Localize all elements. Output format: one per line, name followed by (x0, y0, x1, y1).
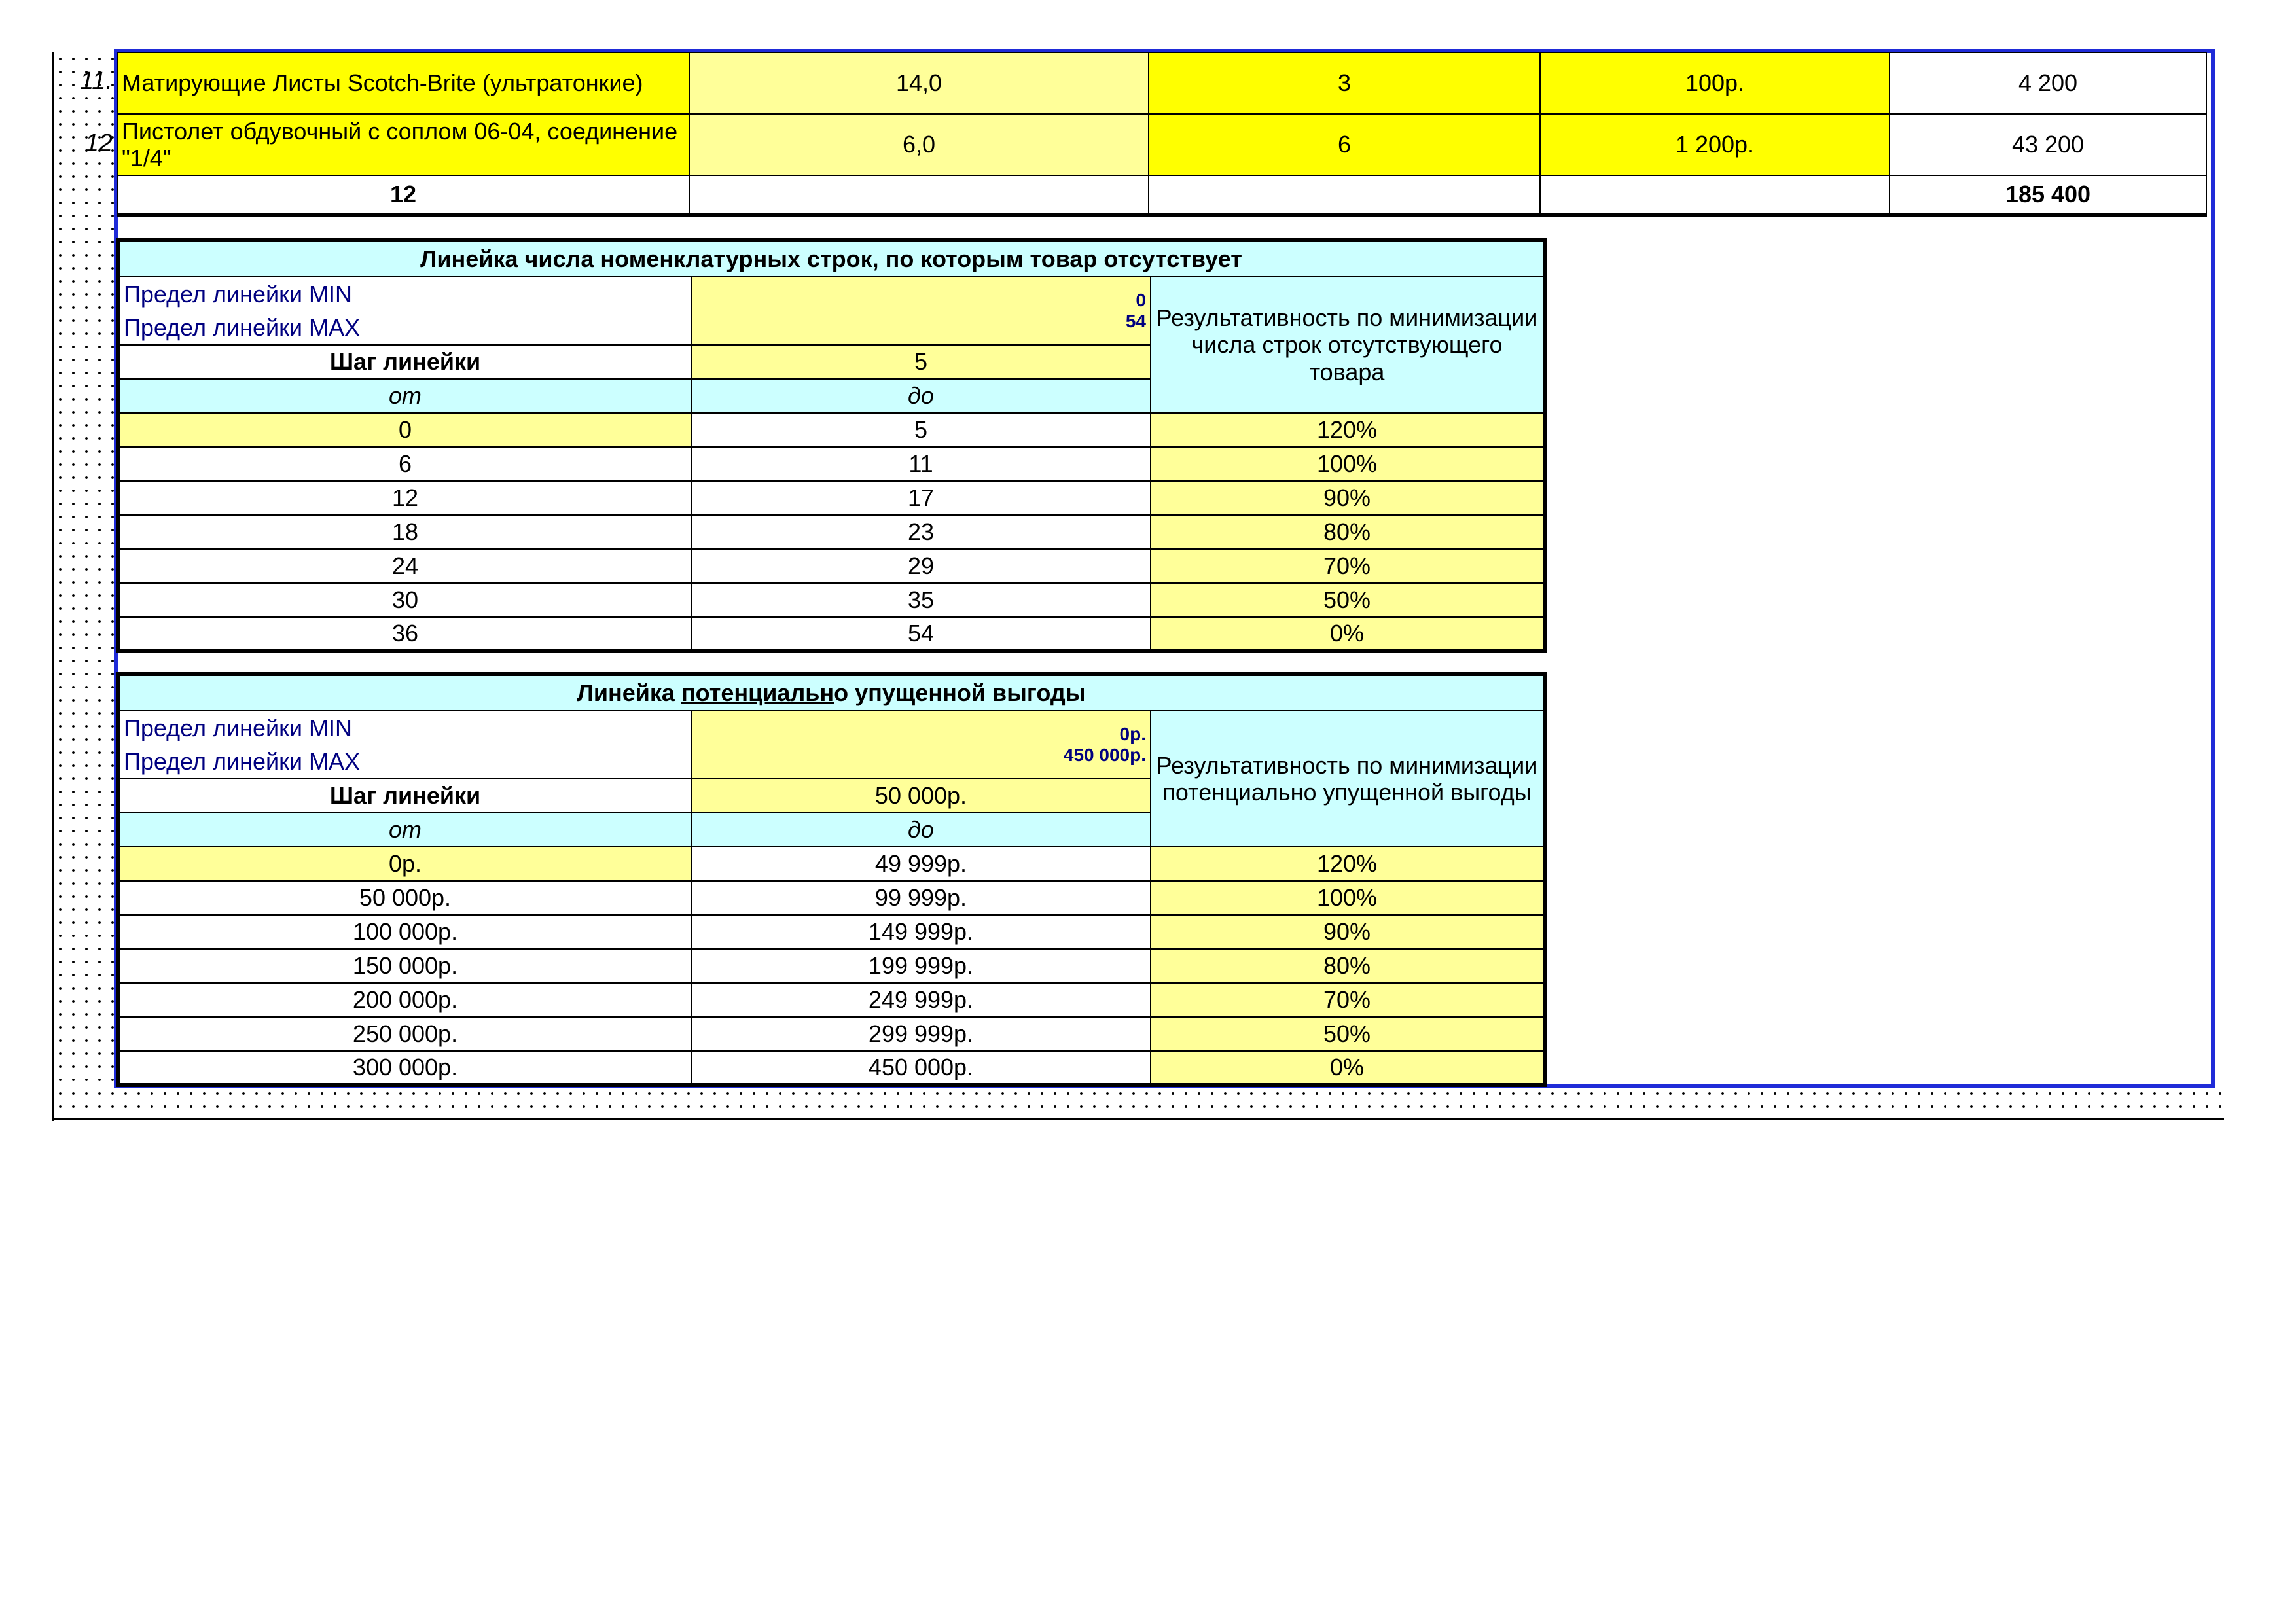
ruler1-pct-cell[interactable]: 100% (1151, 447, 1545, 481)
ruler1-from-cell[interactable]: 24 (118, 549, 691, 583)
total-empty-cell[interactable] (1149, 175, 1540, 215)
ruler1-from-cell[interactable]: 6 (118, 447, 691, 481)
ruler2-max-label: Предел линейки MAX (118, 745, 691, 779)
ruler2-pct-cell[interactable]: 50% (1151, 1017, 1545, 1051)
ruler-lost-profit-table (116, 672, 1547, 1087)
table-row (118, 447, 1545, 481)
ruler2-from-cell[interactable]: 200 000р. (118, 983, 691, 1017)
total-empty-cell[interactable] (689, 175, 1149, 215)
item-name-cell[interactable]: Матирующие Листы Scotch-Brite (ультратонкие) (117, 52, 689, 114)
ruler-missing-lines-table (116, 238, 1547, 653)
item-name-cell[interactable]: Пистолет обдувочный с соплом 06-04, соединение "1/4" (117, 114, 689, 175)
ruler2-from-cell[interactable]: 150 000р. (118, 949, 691, 983)
table-row (118, 949, 1545, 983)
ruler2-pct-cell[interactable]: 90% (1151, 915, 1545, 949)
table-row (118, 413, 1545, 447)
ruler2-from-cell[interactable]: 100 000р. (118, 915, 691, 949)
ruler1-to-cell[interactable]: 54 (691, 617, 1151, 651)
ruler2-to-cell[interactable]: 49 999р. (691, 847, 1151, 881)
ruler2-to-cell[interactable]: 149 999р. (691, 915, 1151, 949)
ruler1-from-cell[interactable]: 18 (118, 515, 691, 549)
total-count-cell[interactable]: 12 (117, 175, 689, 215)
ruler1-result-header: Результативность по минимизации числа строк отсутствующего товара (1151, 277, 1545, 413)
ruler2-step-label: Шаг линейки (118, 779, 691, 813)
ruler2-to-cell[interactable]: 299 999р. (691, 1017, 1151, 1051)
item-qty-cell[interactable]: 6,0 (689, 114, 1149, 175)
sheet-left-border (52, 52, 54, 1121)
ruler1-to-cell[interactable]: 17 (691, 481, 1151, 515)
table-row (117, 52, 2206, 114)
dotted-margin-bottom (54, 1087, 2224, 1120)
item-qty-cell[interactable]: 14,0 (689, 52, 1149, 114)
total-empty-cell[interactable] (1540, 175, 1890, 215)
ruler1-to-header: до (691, 379, 1151, 413)
sheet-bottom-border (52, 1118, 2224, 1120)
table-row (118, 481, 1545, 515)
ruler2-pct-cell[interactable]: 70% (1151, 983, 1545, 1017)
ruler2-from-cell[interactable]: 300 000р. (118, 1051, 691, 1085)
ruler2-to-cell[interactable]: 249 999р. (691, 983, 1151, 1017)
ruler2-pct-cell[interactable]: 80% (1151, 949, 1545, 983)
ruler1-pct-cell[interactable]: 0% (1151, 617, 1545, 651)
table-row (118, 847, 1545, 881)
ruler1-step-value[interactable]: 5 (691, 345, 1151, 379)
ruler2-max-value[interactable]: 450 000р. (691, 745, 1151, 779)
row-number-11: 11. (79, 67, 113, 95)
ruler2-from-header: от (118, 813, 691, 847)
item-sum-cell[interactable]: 43 200 (1890, 114, 2206, 175)
table-row (118, 983, 1545, 1017)
ruler1-min-value[interactable]: 0 (691, 277, 1151, 311)
ruler1-to-cell[interactable]: 29 (691, 549, 1151, 583)
ruler1-title: Линейка числа номенклатурных строк, по которым товар отсутствует (118, 240, 1545, 277)
ruler1-pct-cell[interactable]: 90% (1151, 481, 1545, 515)
ruler1-from-cell[interactable]: 36 (118, 617, 691, 651)
item-count-cell[interactable]: 3 (1149, 52, 1540, 114)
ruler2-step-value[interactable]: 50 000р. (691, 779, 1151, 813)
ruler2-pct-cell[interactable]: 120% (1151, 847, 1545, 881)
table-row (118, 549, 1545, 583)
ruler1-from-cell[interactable]: 30 (118, 583, 691, 617)
totals-row (117, 175, 2206, 215)
ruler1-max-label: Предел линейки MAX (118, 311, 691, 345)
item-price-cell[interactable]: 100р. (1540, 52, 1890, 114)
ruler2-pct-cell[interactable]: 0% (1151, 1051, 1545, 1085)
ruler1-pct-cell[interactable]: 50% (1151, 583, 1545, 617)
table-row (118, 583, 1545, 617)
ruler1-from-header: от (118, 379, 691, 413)
ruler2-pct-cell[interactable]: 100% (1151, 881, 1545, 915)
item-sum-cell[interactable]: 4 200 (1890, 52, 2206, 114)
ruler2-min-value[interactable]: 0р. (691, 711, 1151, 745)
ruler1-from-cell[interactable]: 12 (118, 481, 691, 515)
ruler1-pct-cell[interactable]: 80% (1151, 515, 1545, 549)
ruler1-pct-cell[interactable]: 120% (1151, 413, 1545, 447)
ruler1-max-value[interactable]: 54 (691, 311, 1151, 345)
ruler2-result-header: Результативность по минимизации потенциально упущенной выгоды (1151, 711, 1545, 847)
table-row (118, 515, 1545, 549)
item-price-cell[interactable]: 1 200р. (1540, 114, 1890, 175)
table-row (117, 114, 2206, 175)
ruler2-from-cell[interactable]: 0р. (118, 847, 691, 881)
table-row (118, 915, 1545, 949)
row-number-12: 12 (84, 130, 113, 157)
ruler1-step-label: Шаг линейки (118, 345, 691, 379)
ruler2-from-cell[interactable]: 50 000р. (118, 881, 691, 915)
ruler1-to-cell[interactable]: 23 (691, 515, 1151, 549)
table-row (118, 1017, 1545, 1051)
table-row (118, 1051, 1545, 1085)
ruler1-min-label: Предел линейки MIN (118, 277, 691, 311)
ruler2-to-cell[interactable]: 199 999р. (691, 949, 1151, 983)
ruler1-to-cell[interactable]: 11 (691, 447, 1151, 481)
ruler1-pct-cell[interactable]: 70% (1151, 549, 1545, 583)
ruler1-to-cell[interactable]: 35 (691, 583, 1151, 617)
ruler2-to-cell[interactable]: 450 000р. (691, 1051, 1151, 1085)
ruler1-from-cell[interactable]: 0 (118, 413, 691, 447)
table-row (118, 881, 1545, 915)
ruler2-from-cell[interactable]: 250 000р. (118, 1017, 691, 1051)
ruler1-to-cell[interactable]: 5 (691, 413, 1151, 447)
item-count-cell[interactable]: 6 (1149, 114, 1540, 175)
total-sum-cell[interactable]: 185 400 (1890, 175, 2206, 215)
ruler2-title: Линейка потенциально упущенной выгоды (118, 674, 1545, 711)
items-table (117, 52, 2207, 217)
table-row (118, 617, 1545, 651)
dotted-margin-left (54, 52, 115, 1120)
ruler2-min-label: Предел линейки MIN (118, 711, 691, 745)
ruler2-to-header: до (691, 813, 1151, 847)
ruler2-to-cell[interactable]: 99 999р. (691, 881, 1151, 915)
